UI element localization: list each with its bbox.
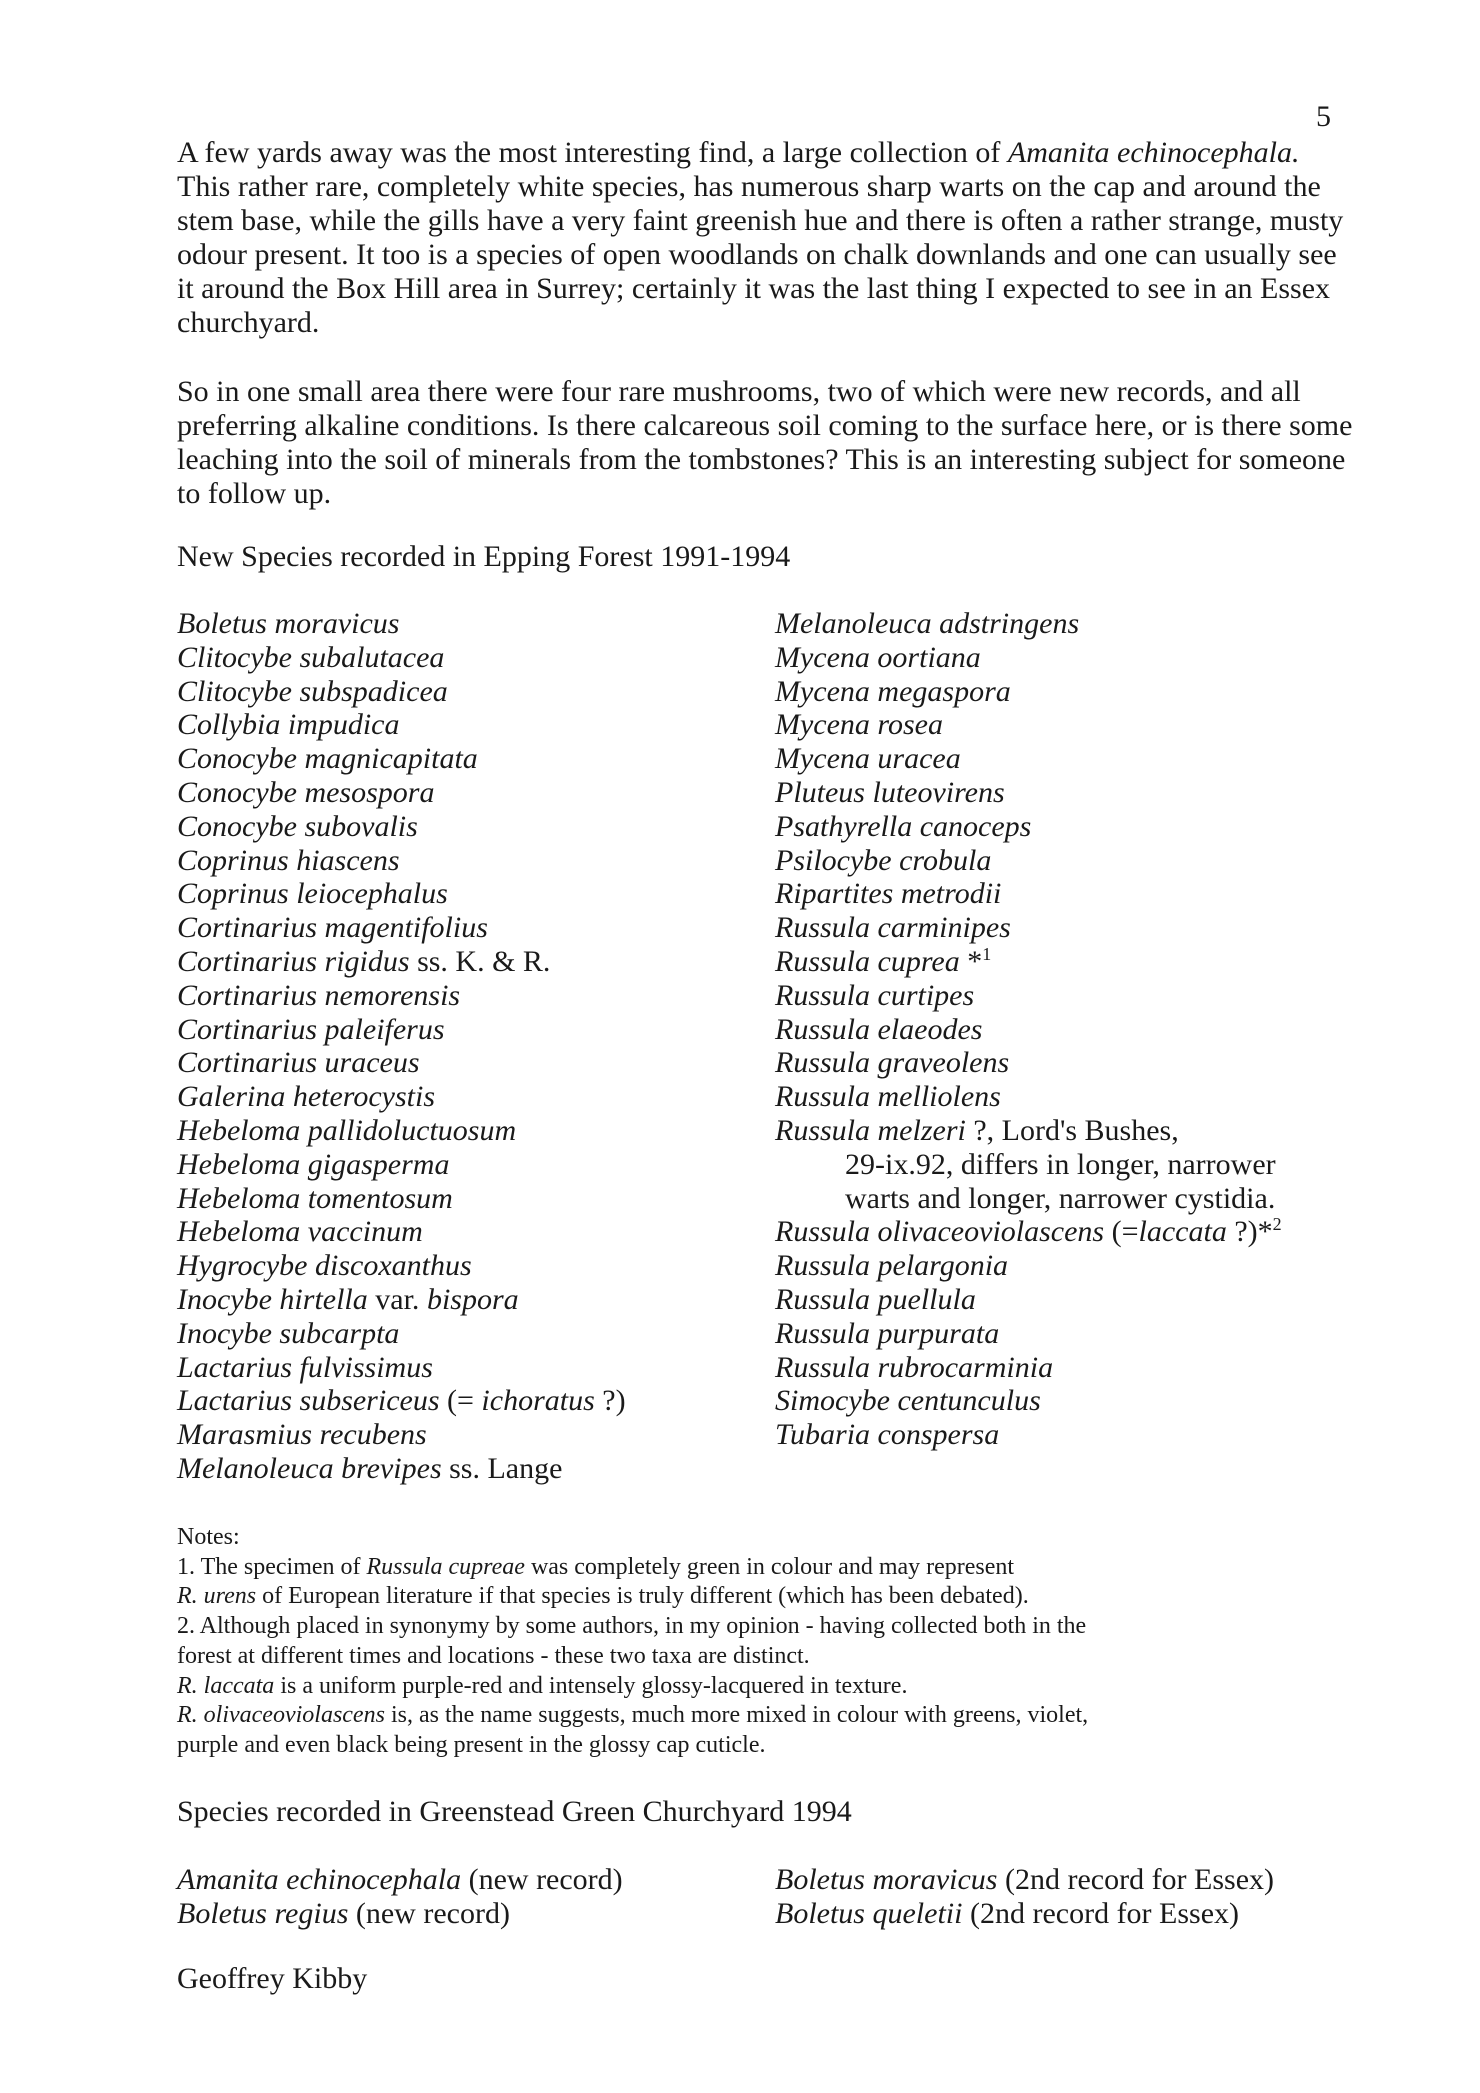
species-item	[775, 675, 1282, 709]
note-text: of European literature if that species is truly different (which has been debated).	[256, 1583, 1029, 1610]
note-text: purple and even black being present in the glossy cap cuticle.	[177, 1731, 766, 1758]
species-name: Mycena rosea	[775, 708, 943, 742]
discussion-paragraph: So in one small area there were four rare mushrooms, two of which were new records, and all preferring alkaline conditions. Is there calcareous soil coming to the surface here, or is there some leaching into the soil of minerals from the tombstones? This is an interesting subject for someone to follow up.	[177, 375, 1353, 510]
species-name: Conocybe magnicapitata	[177, 742, 478, 776]
species-item	[177, 945, 626, 979]
species-item	[775, 607, 1282, 641]
species-name: Russula melzeri	[775, 1113, 966, 1147]
epping-species-left	[177, 607, 626, 1486]
species-name: Russula curtipes	[775, 978, 975, 1012]
species-name: ichoratus	[481, 1384, 595, 1418]
species-qualifier: (new record)	[348, 1897, 510, 1930]
species-name: Lactarius fulvissimus	[177, 1350, 433, 1384]
intro-paragraph	[177, 136, 1357, 340]
species-item	[177, 742, 626, 776]
species-name: Russula melliolens	[775, 1080, 1001, 1114]
species-name: Marasmius recubens	[177, 1418, 427, 1452]
species-name: Russula cuprea	[775, 944, 960, 978]
species-name: Pluteus luteovirens	[775, 775, 1005, 809]
species-item	[775, 1080, 1282, 1114]
species-name: Russula purpurata	[775, 1316, 1000, 1350]
species-name: Ripartites metrodii	[775, 877, 1002, 911]
species-name: laccata	[1138, 1215, 1227, 1249]
species-name: Cortinarius nemorensis	[177, 978, 461, 1012]
species-name: R. urens	[177, 1583, 257, 1610]
species-name: Clitocybe subspadicea	[177, 674, 448, 708]
species-item	[177, 1182, 626, 1216]
species-qualifier: ss. Lange	[441, 1451, 563, 1485]
species-qualifier: (2nd record for Essex)	[997, 1863, 1275, 1896]
species-item	[775, 641, 1282, 675]
notes-lines	[177, 1553, 1357, 1761]
species-qualifier: ?)*	[1226, 1215, 1273, 1249]
species-item	[177, 1114, 626, 1148]
species-item	[775, 945, 1282, 979]
epping-species-right	[775, 607, 1282, 1452]
greenstead-species-right	[775, 1863, 1274, 1931]
species-name: Russula carminipes	[775, 911, 1011, 945]
note-line	[177, 1553, 1357, 1583]
species-name: Melanoleuca brevipes	[177, 1451, 442, 1485]
species-name: Russula pelargonia	[775, 1249, 1009, 1283]
species-item	[177, 1013, 626, 1047]
species-name: bispora	[426, 1282, 519, 1316]
species-item	[775, 810, 1282, 844]
greenstead-heading: Species recorded in Greenstead Green Churchyard 1994	[177, 1795, 852, 1828]
note-text: 2. Although placed in synonymy by some authors, in my opinion - having collected both in the	[177, 1613, 1087, 1640]
species-item	[775, 1418, 1282, 1452]
species-name: Conocybe mesospora	[177, 775, 435, 809]
species-name: Melanoleuca adstringens	[775, 607, 1080, 640]
species-item	[775, 742, 1282, 776]
author-signature: Geoffrey Kibby	[177, 1962, 368, 1995]
species-item	[177, 1418, 626, 1452]
species-name: Russula rubrocarminia	[775, 1350, 1054, 1384]
species-qualifier: ss. K. & R.	[409, 944, 551, 978]
species-item	[177, 708, 626, 742]
species-item	[177, 1283, 626, 1317]
species-item	[177, 911, 626, 945]
species-name: Boletus queletii	[775, 1897, 963, 1930]
page-number: 5	[1316, 100, 1331, 133]
species-item	[775, 1283, 1282, 1317]
species-item	[177, 1249, 626, 1283]
species-name: Boletus moravicus	[775, 1863, 998, 1896]
species-name: Russula graveolens	[775, 1046, 1010, 1080]
species-item	[775, 708, 1282, 742]
species-item	[775, 1351, 1282, 1385]
species-item	[775, 1114, 1282, 1148]
species-name: Psilocybe crobula	[775, 843, 992, 877]
paragraph-text: A few yards away was the most interesting find, a large collection of	[177, 136, 1008, 169]
species-name: Inocybe hirtella	[177, 1282, 368, 1316]
species-qualifier: (2nd record for Essex)	[962, 1897, 1240, 1930]
species-name: Hebeloma pallidoluctuosum	[177, 1113, 517, 1147]
notes-section	[177, 1523, 1357, 1761]
species-note-continuation: warts and longer, narrower cystidia.	[845, 1181, 1276, 1215]
note-text: was completely green in colour and may represent	[524, 1553, 1015, 1580]
note-line	[177, 1672, 1357, 1702]
species-name: Hebeloma tomentosum	[177, 1181, 453, 1215]
species-name: Russula olivaceoviolascens	[775, 1215, 1105, 1249]
species-name: Coprinus leiocephalus	[177, 877, 448, 911]
species-qualifier: var.	[367, 1282, 427, 1316]
species-name: Inocybe subcarpta	[177, 1316, 400, 1350]
species-item	[775, 1317, 1282, 1351]
species-qualifier: *	[959, 944, 983, 978]
species-item	[775, 1013, 1282, 1047]
species-name: Tubaria conspersa	[775, 1418, 1000, 1452]
species-name: Clitocybe subalutacea	[177, 640, 445, 674]
species-name: Collybia impudica	[177, 708, 400, 742]
note-text: is, as the name suggests, much more mixed in colour with greens, violet,	[384, 1702, 1089, 1729]
species-item	[177, 1215, 626, 1249]
species-name: Galerina heterocystis	[177, 1080, 436, 1114]
note-text: is a uniform purple-red and intensely glossy-lacquered in texture.	[274, 1672, 908, 1699]
epping-heading: New Species recorded in Epping Forest 1991-1994	[177, 540, 791, 573]
greenstead-species-left	[177, 1863, 623, 1931]
species-item	[177, 1046, 626, 1080]
species-item	[775, 1215, 1282, 1249]
species-item	[177, 979, 626, 1013]
species-name: Russula cupreae	[366, 1553, 525, 1580]
note-line	[177, 1701, 1357, 1731]
species-item	[775, 877, 1282, 911]
note-line	[177, 1731, 1357, 1761]
species-name: Boletus regius	[177, 1897, 349, 1930]
species-qualifier: ?)	[594, 1384, 626, 1418]
species-name: Mycena megaspora	[775, 674, 1011, 708]
species-item	[775, 844, 1282, 878]
species-qualifier: ?, Lord's Bushes,	[965, 1113, 1179, 1147]
species-qualifier: (=	[1104, 1215, 1139, 1249]
footnote-marker: 2	[1272, 1214, 1282, 1235]
species-item	[177, 1351, 626, 1385]
species-item	[775, 979, 1282, 1013]
species-name: Hygrocybe discoxanthus	[177, 1249, 472, 1283]
species-name: Cortinarius paleiferus	[177, 1012, 445, 1046]
species-item	[177, 1452, 626, 1486]
species-item	[177, 1863, 623, 1897]
species-note-continuation: 29-ix.92, differs in longer, narrower	[845, 1147, 1276, 1181]
species-name: Mycena oortiana	[775, 640, 981, 674]
species-name: Mycena uracea	[775, 742, 961, 776]
species-item	[177, 776, 626, 810]
species-item	[177, 810, 626, 844]
species-name: Amanita echinocephala	[177, 1863, 462, 1896]
species-name: Lactarius subsericeus	[177, 1384, 440, 1418]
species-name: Coprinus hiascens	[177, 843, 400, 877]
species-item	[177, 1897, 623, 1931]
species-name: Cortinarius uraceus	[177, 1046, 420, 1080]
species-item	[775, 1863, 1274, 1897]
species-item	[177, 641, 626, 675]
species-item	[775, 776, 1282, 810]
species-name: Russula puellula	[775, 1282, 976, 1316]
note-line	[177, 1582, 1357, 1612]
species-item	[177, 844, 626, 878]
species-item	[775, 1046, 1282, 1080]
species-name: Simocybe centunculus	[775, 1384, 1041, 1418]
species-item	[775, 1384, 1282, 1418]
species-name: Russula elaeodes	[775, 1012, 983, 1046]
species-name: Psathyrella canoceps	[775, 809, 1032, 843]
species-item	[177, 1384, 626, 1418]
species-name: Hebeloma gigasperma	[177, 1147, 450, 1181]
species-item	[177, 607, 626, 641]
notes-heading: Notes:	[177, 1524, 240, 1550]
species-item	[775, 1249, 1282, 1283]
species-name: R. laccata	[177, 1672, 275, 1699]
species-name: Boletus moravicus	[177, 607, 400, 640]
species-name: Cortinarius magentifolius	[177, 911, 488, 945]
species-item	[775, 911, 1282, 945]
note-line	[177, 1642, 1357, 1672]
species-name: Amanita echinocephala.	[1007, 136, 1300, 169]
note-text: 1. The specimen of	[177, 1553, 367, 1580]
species-item	[177, 1148, 626, 1182]
species-item	[177, 1080, 626, 1114]
note-line	[177, 1612, 1357, 1642]
species-qualifier: (=	[439, 1384, 482, 1418]
species-name: Cortinarius rigidus	[177, 944, 410, 978]
note-text: forest at different times and locations - these two taxa are distinct.	[177, 1642, 810, 1669]
species-name: R. olivaceoviolascens	[177, 1702, 385, 1729]
species-name: Conocybe subovalis	[177, 809, 418, 843]
species-item	[775, 1897, 1274, 1931]
species-name: Hebeloma vaccinum	[177, 1215, 423, 1249]
footnote-marker: 1	[982, 943, 992, 964]
species-item	[177, 1317, 626, 1351]
species-qualifier: (new record)	[461, 1863, 623, 1896]
species-item	[177, 877, 626, 911]
paragraph-text: This rather rare, completely white species, has numerous sharp warts on the cap and around the stem base, while the gills have a very faint greenish hue and there is often a rather strange, musty odour present. It too is a species of open woodlands on chalk downlands and one can usually see it around the Box Hill area in Surrey; certainly it was the last thing I expected to see in an Essex churchyard.	[177, 170, 1344, 339]
species-item	[177, 675, 626, 709]
